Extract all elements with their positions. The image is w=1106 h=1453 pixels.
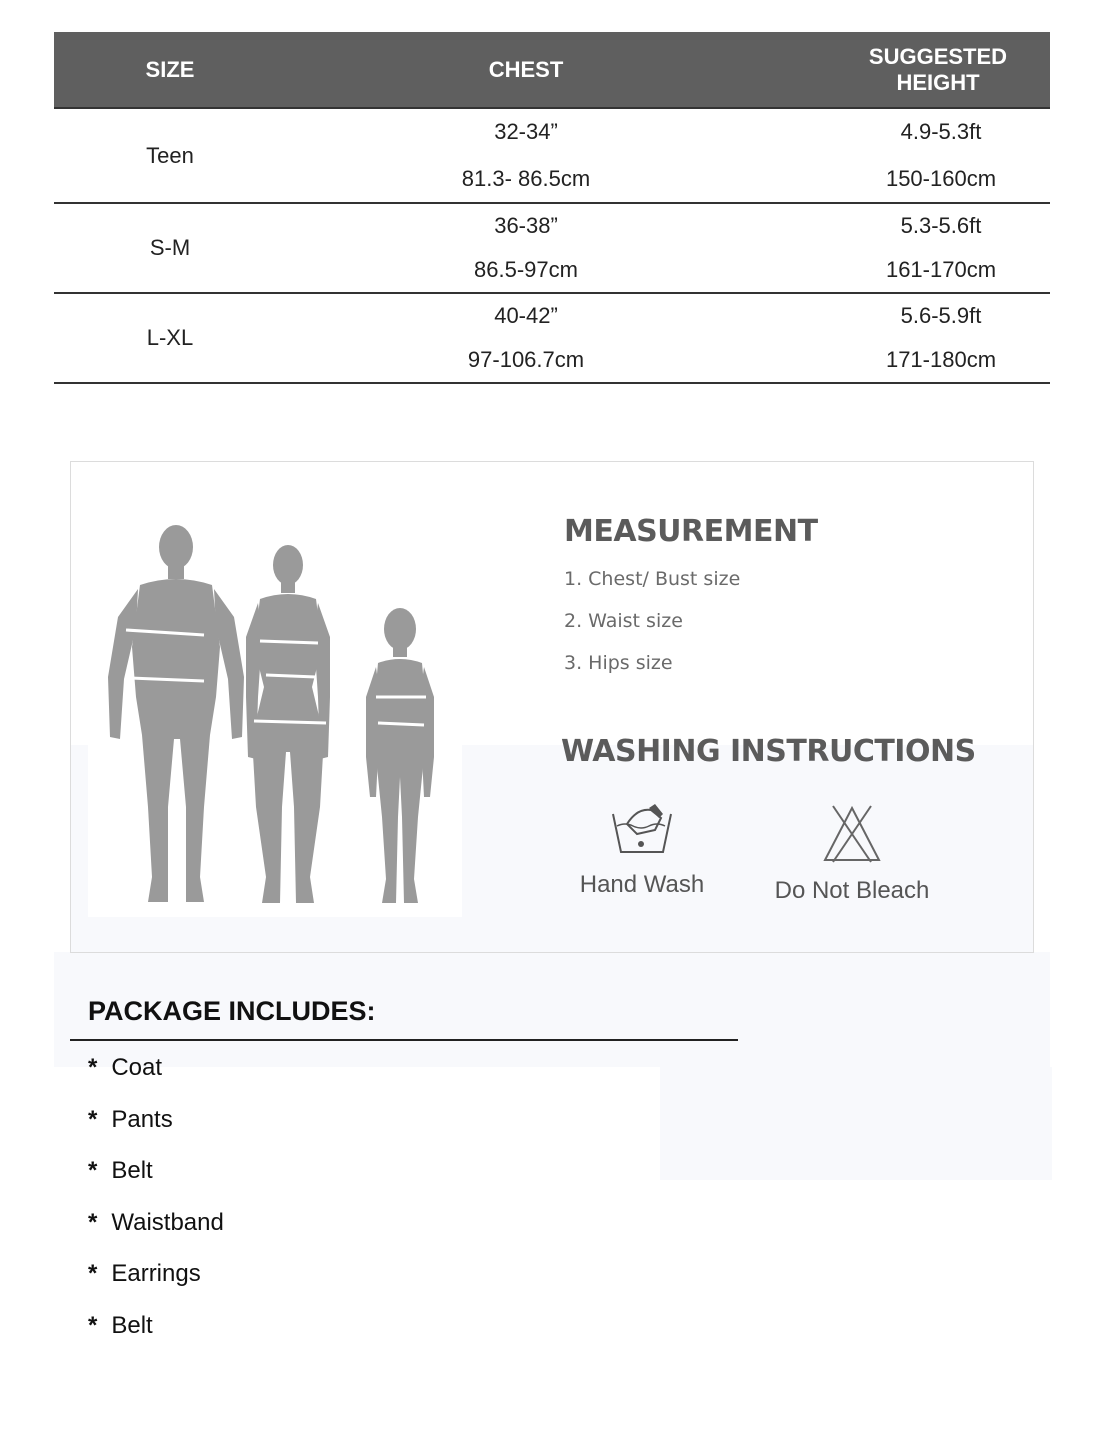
chest-cm-cell: 81.3- 86.5cm xyxy=(461,165,591,191)
measurement-item-chest: 1. Chest/ Bust size xyxy=(564,568,741,590)
list-item xyxy=(88,1054,162,1082)
table-header xyxy=(54,32,1050,109)
size-cell: Teen xyxy=(146,142,194,168)
chest-inches-cell: 40-42” xyxy=(494,303,558,328)
hand-wash-label: Hand Wash xyxy=(579,871,705,898)
bullet: * xyxy=(88,1260,98,1287)
body-figures xyxy=(88,507,462,917)
bullet: * xyxy=(88,1312,98,1339)
header-size: SIZE xyxy=(145,56,195,82)
item-label: Pants xyxy=(111,1106,173,1133)
list-item xyxy=(88,1209,224,1237)
item-label: Belt xyxy=(111,1157,153,1184)
chest-cm-cell: 97-106.7cm xyxy=(467,347,585,372)
list-item xyxy=(88,1106,173,1134)
hand-wash-icon xyxy=(607,804,677,858)
list-item xyxy=(88,1312,153,1340)
header-chest: CHEST xyxy=(488,56,564,82)
size-chart-table xyxy=(54,32,1050,384)
bullet: * xyxy=(88,1209,98,1236)
size-cell: L-XL xyxy=(146,325,194,350)
table-row xyxy=(54,204,1050,294)
item-label: Earrings xyxy=(111,1260,201,1287)
size-cell: S-M xyxy=(149,235,191,260)
height-ft-cell: 4.9-5.3ft xyxy=(900,119,982,145)
washing-instructions-title: WASHING INSTRUCTIONS xyxy=(561,734,976,769)
hand-wash-symbol xyxy=(571,804,713,899)
bullet: * xyxy=(88,1106,98,1133)
chest-inches-cell: 36-38” xyxy=(494,213,558,238)
measurement-title: MEASUREMENT xyxy=(564,514,818,549)
bullet: * xyxy=(88,1157,98,1184)
do-not-bleach-label: Do Not Bleach xyxy=(774,877,930,904)
list-item xyxy=(88,1260,201,1288)
item-label: Waistband xyxy=(111,1209,224,1236)
height-ft-cell: 5.3-5.6ft xyxy=(900,213,982,238)
package-includes-title: PACKAGE INCLUDES: xyxy=(88,996,376,1026)
height-cm-cell: 171-180cm xyxy=(885,347,997,372)
measurement-item-waist: 2. Waist size xyxy=(564,610,683,632)
height-ft-cell: 5.6-5.9ft xyxy=(900,303,982,328)
table-row xyxy=(54,294,1050,384)
table-row xyxy=(54,109,1050,204)
body-measurement-figures-icon xyxy=(88,507,462,917)
background-tint xyxy=(660,1067,1052,1180)
bullet: * xyxy=(88,1054,98,1081)
package-divider xyxy=(70,1039,738,1041)
item-label: Belt xyxy=(111,1312,153,1339)
chest-inches-cell: 32-34” xyxy=(494,119,558,145)
height-cm-cell: 150-160cm xyxy=(885,165,997,191)
header-suggested-height: SUGGESTED HEIGHT xyxy=(868,43,1008,95)
measurement-item-hips: 3. Hips size xyxy=(564,652,673,674)
list-item xyxy=(88,1157,153,1185)
info-panel xyxy=(70,461,1034,953)
do-not-bleach-icon xyxy=(821,804,883,864)
chest-cm-cell: 86.5-97cm xyxy=(474,257,578,282)
height-cm-cell: 161-170cm xyxy=(885,257,997,282)
do-not-bleach-symbol xyxy=(765,804,939,905)
item-label: Coat xyxy=(111,1054,163,1081)
